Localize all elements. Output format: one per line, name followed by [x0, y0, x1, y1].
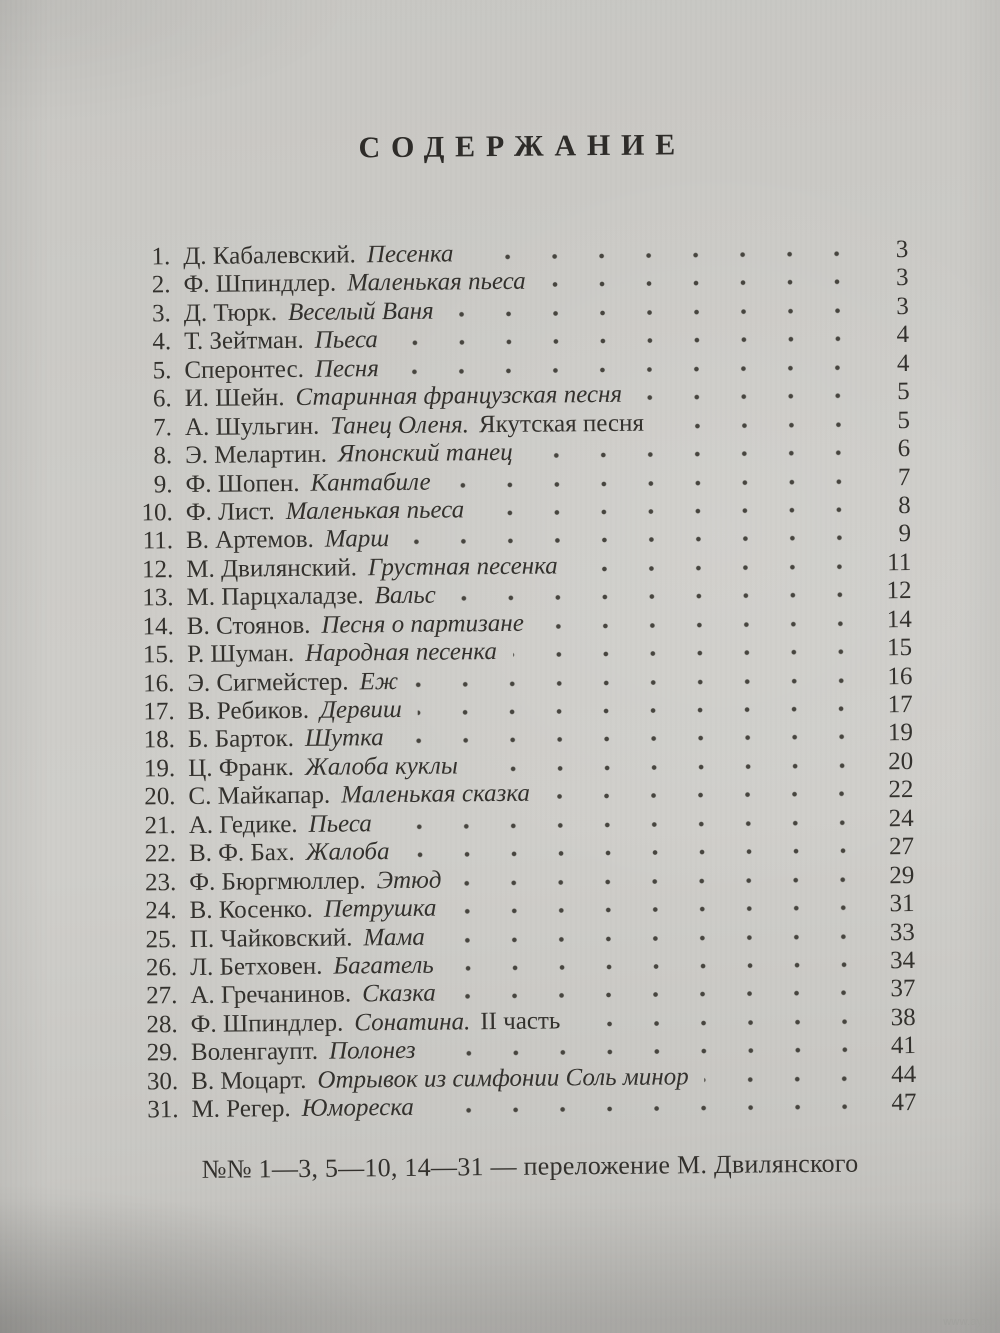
entry-number: 26. — [145, 954, 178, 982]
entry-title: Танец Оленя. — [330, 410, 470, 440]
entry-title: Багатель — [333, 951, 434, 980]
dot-leader — [576, 1017, 855, 1028]
entry-title: Маленькая пьеса — [285, 496, 465, 525]
toc-row — [142, 1089, 916, 1125]
entry-composer: И. Шейн. — [184, 384, 285, 413]
entry-title: Пьеса — [314, 326, 378, 355]
entry-page-number: 41 — [890, 1032, 917, 1060]
entry-number: 8. — [153, 442, 173, 470]
dot-leader — [705, 1074, 857, 1083]
entry-page-number: 34 — [889, 946, 916, 975]
dot-leader — [405, 534, 851, 546]
entry-composer: Э. Мелартин. — [185, 440, 328, 470]
entry-number: 27. — [146, 982, 178, 1010]
entry-number: 1. — [151, 243, 171, 271]
entry-page-number: 38 — [890, 1003, 916, 1032]
entry-composer: В. Стоянов. — [186, 611, 311, 640]
entry-number: 28. — [146, 1010, 178, 1039]
dot-leader — [414, 676, 852, 688]
entry-number: 22. — [144, 840, 177, 868]
entry-page-number: 5 — [897, 406, 911, 434]
entry-title: Еж — [359, 667, 399, 695]
dot-leader — [513, 648, 852, 659]
entry-page-number: 16 — [887, 662, 913, 690]
entry-subtitle: II часть — [480, 1007, 561, 1036]
entry-page-number: 11 — [887, 548, 912, 577]
entry-page-number: 6 — [897, 435, 911, 463]
entry-title: Мама — [363, 923, 425, 951]
entry-composer: Ф. Шпиндлер. — [183, 269, 337, 299]
entry-composer: М. Парцхаладзе. — [186, 582, 364, 612]
entry-composer: В. Артемов. — [185, 526, 314, 555]
entry-number: 6. — [152, 385, 172, 413]
entry-number: 11. — [142, 527, 174, 555]
entry-page-number: 12 — [886, 577, 912, 605]
entry-number: 7. — [153, 413, 173, 441]
entry-number: 10. — [141, 499, 173, 527]
entry-title: Маленькая сказка — [340, 780, 531, 809]
entry-page-number: 9 — [898, 520, 912, 548]
dot-leader — [540, 619, 852, 630]
entry-title: Японский танец — [337, 438, 513, 468]
entry-number: 5. — [152, 356, 172, 385]
entry-title: Марш — [324, 525, 390, 554]
entry-composer: Р. Шуман. — [186, 640, 295, 669]
dot-leader — [457, 875, 854, 887]
entry-title: Юмореска — [301, 1093, 414, 1123]
dot-leader — [450, 307, 849, 319]
dot-leader — [394, 335, 849, 347]
entry-title: Жалоба — [305, 838, 390, 867]
dot-leader — [546, 790, 854, 801]
site-watermark: www.ay.by — [943, 1316, 997, 1328]
entry-number: 15. — [142, 641, 175, 669]
entry-page-number: 27 — [888, 833, 915, 861]
entry-page-number: 14 — [886, 605, 912, 633]
entry-page-number: 33 — [889, 918, 915, 946]
entry-composer: А. Гедике. — [188, 810, 298, 839]
entry-composer: Д. Кабалевский. — [183, 241, 356, 271]
dot-leader — [529, 449, 851, 460]
entry-page-number: 15 — [886, 634, 913, 662]
entry-number: 30. — [146, 1067, 179, 1096]
dot-leader — [542, 278, 849, 289]
entry-title: Шутка — [304, 724, 384, 753]
dot-leader — [480, 506, 851, 518]
entry-composer: В. Моцарт. — [191, 1066, 307, 1095]
dot-leader — [418, 705, 853, 717]
entry-composer: Б. Барток. — [187, 725, 295, 754]
entry-title: Песня о партизане — [321, 609, 524, 639]
entry-page-number: 7 — [897, 463, 911, 491]
entry-title: Маленькая пьеса — [347, 268, 526, 297]
entry-title: Веселый Ваня — [287, 297, 434, 326]
entry-number: 31. — [147, 1096, 179, 1124]
page-title: СОДЕРЖАНИЕ — [358, 128, 687, 165]
entry-composer: С. Майкапар. — [188, 781, 331, 811]
entry-number: 19. — [143, 754, 176, 783]
entry-page-number: 19 — [887, 719, 914, 747]
entry-number: 16. — [143, 669, 175, 697]
entry-number: 29. — [146, 1039, 179, 1067]
dot-leader — [469, 250, 848, 262]
entry-page-number: 47 — [891, 1089, 917, 1117]
entry-title: Сказка — [362, 980, 436, 1008]
entry-composer: Л. Бетховен. — [190, 952, 323, 981]
entry-page-number: 20 — [888, 747, 914, 776]
entry-composer: Ц. Франк. — [188, 753, 295, 782]
entry-page-number: 4 — [896, 349, 910, 377]
dot-leader — [638, 392, 850, 402]
entry-subtitle: Якутская песня — [478, 409, 645, 438]
entry-title: Старинная французская песня — [295, 381, 623, 412]
entry-number: 3. — [151, 300, 171, 328]
dot-leader — [441, 932, 855, 944]
entry-title: Песенка — [366, 240, 454, 269]
dot-leader — [450, 961, 855, 973]
entry-number: 4. — [152, 328, 172, 356]
entry-composer: П. Чайковский. — [189, 923, 353, 953]
entry-page-number: 29 — [889, 861, 915, 889]
entry-composer: В. Ф. Бах. — [188, 839, 295, 868]
entry-page-number: 31 — [889, 890, 915, 918]
entry-composer: В. Косенко. — [189, 895, 313, 925]
dot-leader — [452, 591, 852, 603]
entry-title: Этюд — [376, 866, 442, 894]
entry-composer: Ф. Шпиндлер. — [190, 1009, 344, 1038]
entry-composer: В. Ребиков. — [187, 696, 310, 726]
entry-title: Кантабиле — [310, 468, 431, 497]
entry-composer: Т. Зейтман. — [183, 327, 304, 356]
entry-page-number: 44 — [891, 1060, 917, 1088]
entry-number: 17. — [143, 698, 175, 726]
dot-leader — [574, 562, 852, 573]
entry-page-number: 4 — [896, 321, 910, 349]
entry-title: Сонатина. — [354, 1008, 471, 1037]
entry-number: 14. — [142, 612, 174, 641]
entry-number: 13. — [142, 584, 174, 612]
entry-number: 12. — [141, 555, 174, 584]
entry-composer: А. Гречанинов. — [190, 980, 352, 1010]
entry-number: 9. — [153, 470, 173, 498]
entry-title: Песня — [314, 354, 380, 383]
dot-leader — [400, 733, 853, 745]
entry-page-number: 8 — [898, 491, 911, 520]
entry-title: Пьеса — [308, 809, 372, 838]
entry-page-number: 24 — [888, 804, 914, 833]
dot-leader — [452, 904, 854, 916]
entry-title: Петрушка — [323, 894, 437, 923]
entry-title: Жалоба куклы — [304, 752, 458, 781]
toc-list — [134, 236, 916, 1125]
entry-page-number: 3 — [895, 236, 909, 264]
entry-title: Вальс — [374, 581, 436, 610]
entry-title: Полонез — [328, 1037, 416, 1065]
entry-page-number: 37 — [890, 975, 916, 1003]
entry-composer: Э. Сигмейстер. — [187, 668, 349, 697]
dot-leader — [474, 761, 853, 773]
entry-composer: А. Шульгин. — [184, 412, 320, 441]
dot-leader — [406, 847, 855, 859]
entry-page-number: 22 — [888, 776, 914, 804]
entry-page-number: 5 — [897, 378, 910, 406]
arrangement-footnote: №№ 1—3, 5—10, 14—31 — переложение М. Двилянского — [201, 1148, 859, 1184]
entry-number: 25. — [145, 925, 177, 953]
entry-number: 20. — [144, 783, 176, 811]
dot-leader — [430, 1103, 857, 1115]
dot-leader — [388, 818, 854, 830]
entry-composer: Воленгаупт. — [190, 1038, 319, 1067]
entry-page-number: 3 — [896, 292, 909, 321]
dot-leader — [447, 477, 851, 489]
entry-composer: Ф. Бюргмюллер. — [189, 866, 366, 896]
entry-number: 24. — [145, 897, 177, 925]
entry-number: 23. — [144, 868, 177, 897]
dot-leader — [660, 420, 850, 430]
entry-number: 21. — [144, 811, 176, 840]
entry-composer: Ф. Лист. — [185, 498, 275, 526]
entry-composer: М. Двилянский. — [186, 554, 358, 583]
entry-title: Дервиш — [319, 695, 402, 724]
entry-composer: Д. Тюрк. — [183, 299, 278, 327]
entry-composer: М. Регер. — [191, 1095, 291, 1124]
dot-leader — [452, 989, 856, 1001]
entry-number: 2. — [151, 271, 171, 299]
dot-leader — [395, 363, 850, 375]
entry-page-number: 17 — [887, 691, 913, 719]
entry-page-number: 3 — [895, 264, 909, 292]
entry-composer: Сперонтес. — [184, 355, 305, 384]
dot-leader — [432, 1046, 856, 1058]
entry-composer: Ф. Шопен. — [185, 469, 300, 498]
entry-title: Грустная песенка — [367, 552, 558, 582]
entry-title: Народная песенка — [305, 638, 498, 667]
entry-title: Отрывок из симфонии Соль минор — [317, 1062, 689, 1094]
entry-number: 18. — [143, 726, 176, 754]
